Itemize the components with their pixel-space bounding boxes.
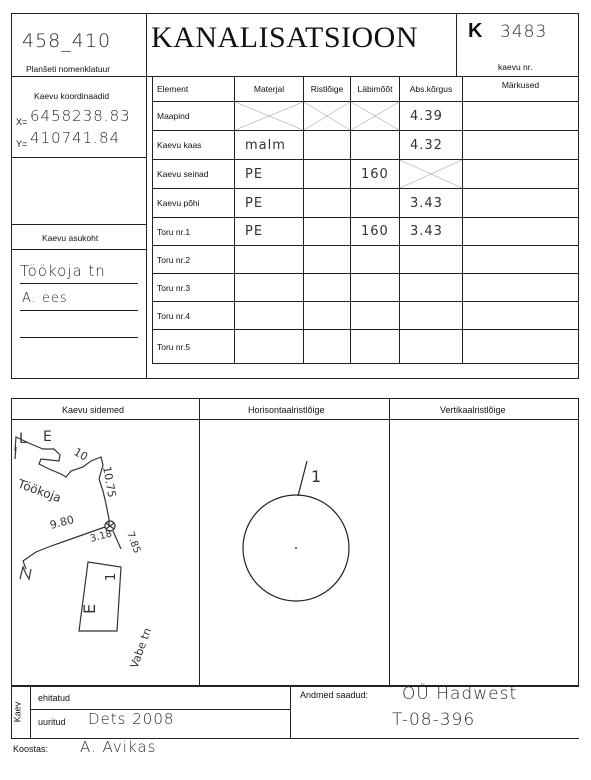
cell-element [153, 246, 235, 274]
table-row [153, 189, 579, 218]
cell-markused [463, 302, 579, 330]
markused-value [463, 280, 473, 295]
crossed-cell [304, 102, 351, 131]
abs-value: 4.32 [410, 137, 443, 153]
cell-ristloige [304, 160, 351, 189]
markused-value [463, 167, 473, 182]
table-row [153, 160, 579, 189]
cell-labimoot [351, 218, 400, 246]
sketch-street2: Vabe tn [127, 626, 155, 671]
cell-ristloige [304, 218, 351, 246]
coords-label: Kaevu koordinaadid [34, 91, 110, 101]
materjal-value: PE [245, 195, 264, 211]
labimoot-value [351, 308, 361, 323]
kaev-side-label: Kaev [12, 701, 23, 723]
sheet-label: Planšeti nomenklatuur [26, 64, 111, 74]
cell-element [153, 218, 235, 246]
cell-element [153, 160, 235, 189]
element-value: Toru nr.3 [157, 282, 191, 293]
cell-abs [400, 274, 463, 302]
cell-abs [400, 189, 463, 218]
sketch-e-top: E [43, 429, 52, 445]
cell-abs [400, 302, 463, 330]
element-value: Maapind [157, 111, 190, 121]
markused-value [463, 224, 473, 239]
sketch-street: Töökoja [15, 476, 64, 506]
abs-value [400, 308, 410, 323]
markused-value [463, 138, 473, 153]
cell-markused [463, 246, 579, 274]
element-table [152, 76, 579, 364]
materjal-value: malm [245, 137, 286, 153]
abs-value [400, 339, 410, 354]
cell-markused [463, 102, 579, 131]
sketch-980: 9.80 [48, 512, 76, 532]
markused-value [463, 109, 473, 124]
header-materjal: Materjal [235, 77, 304, 102]
cell-materjal [235, 131, 304, 160]
cell-labimoot [351, 189, 400, 218]
sketch-e-bottom: E [80, 603, 99, 614]
header-element: Element [153, 77, 235, 102]
sheet-number: 458_410 [22, 30, 112, 52]
col-sidemed: Kaevu sidemed [62, 405, 125, 415]
table-row [153, 274, 579, 302]
ristloige-value [304, 196, 314, 211]
source-label: Andmed saadud: [300, 690, 369, 700]
cell-materjal [235, 218, 304, 246]
abs-value: 4.39 [410, 108, 443, 124]
cell-ristloige [304, 131, 351, 160]
labimoot-value [351, 280, 361, 295]
ristloige-value [304, 252, 314, 267]
table-row [153, 131, 579, 160]
cell-materjal [235, 302, 304, 330]
sketch-1075: 10.75 [100, 465, 119, 499]
cell-ristloige [304, 302, 351, 330]
cell-labimoot [351, 131, 400, 160]
author-value: A. Avikas [80, 738, 157, 756]
source-ref: T-08-396 [392, 710, 476, 730]
ristloige-value [304, 138, 314, 153]
cell-labimoot [351, 246, 400, 274]
materjal-value: PE [245, 224, 264, 239]
abs-value [400, 280, 410, 295]
element-value: Toru nr.5 [157, 341, 191, 352]
cell-markused [463, 330, 579, 364]
built-label: ehitatud [38, 693, 71, 703]
crossed-cell [351, 102, 400, 131]
crossed-cell [400, 160, 463, 189]
cell-markused [463, 160, 579, 189]
element-value: Toru nr.4 [157, 310, 191, 321]
labimoot-value [351, 252, 361, 267]
table-row [153, 302, 579, 330]
table-row [153, 218, 579, 246]
y-label: Y= [16, 139, 28, 149]
cell-markused [463, 189, 579, 218]
site-sketch [11, 419, 199, 686]
cell-markused [463, 131, 579, 160]
ristloige-value [304, 308, 314, 323]
x-coordinate: 6458238.83 [30, 107, 131, 125]
markused-value [463, 196, 473, 211]
sketch-318: 3.18 [88, 528, 114, 545]
labimoot-value [351, 196, 361, 211]
crossed-cell [235, 102, 304, 131]
ristloige-value [304, 280, 314, 295]
element-value: Kaevu põhi [157, 198, 200, 208]
labimoot-value: 160 [361, 166, 389, 182]
markused-value [463, 339, 473, 354]
cell-ristloige [304, 330, 351, 364]
cell-abs [400, 330, 463, 364]
page-title: KANALISATSIOON [151, 21, 418, 54]
abs-value [400, 252, 410, 267]
cell-materjal [235, 274, 304, 302]
element-value: Kaevu kaas [157, 140, 202, 150]
sketch-10: 10 [71, 445, 91, 464]
cell-element [153, 102, 235, 131]
element-value: Toru nr.1 [157, 226, 191, 237]
col-vertikaal: Vertikaalristlõige [440, 405, 506, 415]
cell-markused [463, 218, 579, 246]
cell-materjal [235, 160, 304, 189]
labimoot-value [351, 138, 361, 153]
abs-value: 3.43 [410, 195, 443, 211]
well-number: 3483 [500, 22, 548, 42]
ristloige-value [304, 339, 314, 354]
well-prefix: K [468, 20, 483, 42]
horizontal-section [199, 419, 389, 686]
col-horisontaal: Horisontaalristlõige [248, 405, 325, 415]
ristloige-value [304, 167, 314, 182]
markused-value [463, 308, 473, 323]
cell-ristloige [304, 246, 351, 274]
author-label: Koostas: [13, 744, 49, 754]
cell-ristloige [304, 189, 351, 218]
header-abs: Abs.kõrgus [400, 77, 463, 102]
location-label: Kaevu asukoht [42, 233, 99, 243]
cell-labimoot [351, 302, 400, 330]
location-street: Töökoja tn [20, 262, 106, 280]
header-markused: Märkused [463, 77, 579, 102]
materjal-value [235, 308, 245, 323]
y-coordinate: 410741.84 [30, 129, 121, 147]
abs-value: 3.43 [410, 224, 443, 239]
cell-element [153, 131, 235, 160]
materjal-value: PE [245, 166, 264, 182]
element-value: Kaevu seinad [157, 169, 209, 179]
cell-labimoot [351, 160, 400, 189]
materjal-value [235, 280, 245, 295]
element-value: Toru nr.2 [157, 254, 191, 265]
header-ristloige: Ristlõige [304, 77, 351, 102]
cell-labimoot [351, 330, 400, 364]
cell-markused [463, 274, 579, 302]
sketch-1: 1 [104, 572, 119, 581]
measured-value: Dets 2008 [88, 710, 175, 728]
cell-labimoot [351, 274, 400, 302]
labimoot-value: 160 [361, 224, 389, 239]
cell-abs [400, 102, 463, 131]
table-row [153, 246, 579, 274]
table-row [153, 102, 579, 131]
pipe-label: 1 [311, 467, 322, 486]
cell-element [153, 302, 235, 330]
cell-abs [400, 218, 463, 246]
labimoot-value [351, 339, 361, 354]
cell-element [153, 189, 235, 218]
sketch-785: 7.85 [124, 530, 143, 555]
cell-abs [400, 131, 463, 160]
measured-label: uuritud [38, 717, 66, 727]
cell-abs [400, 246, 463, 274]
table-row [153, 330, 579, 364]
cell-materjal [235, 189, 304, 218]
materjal-value [235, 339, 245, 354]
sketch-l: L [19, 431, 27, 447]
materjal-value [235, 252, 245, 267]
cell-materjal [235, 330, 304, 364]
well-label: kaevu nr. [498, 62, 533, 72]
header-labimoot: Läbimõõt [351, 77, 400, 102]
cell-materjal [235, 246, 304, 274]
markused-value [463, 252, 473, 267]
ristloige-value [304, 224, 314, 239]
cell-ristloige [304, 274, 351, 302]
source-company: OÜ Hadwest [402, 684, 518, 704]
x-label: X= [16, 117, 28, 127]
cell-element [153, 274, 235, 302]
cell-element [153, 330, 235, 364]
location-note: A. ees [22, 291, 68, 306]
